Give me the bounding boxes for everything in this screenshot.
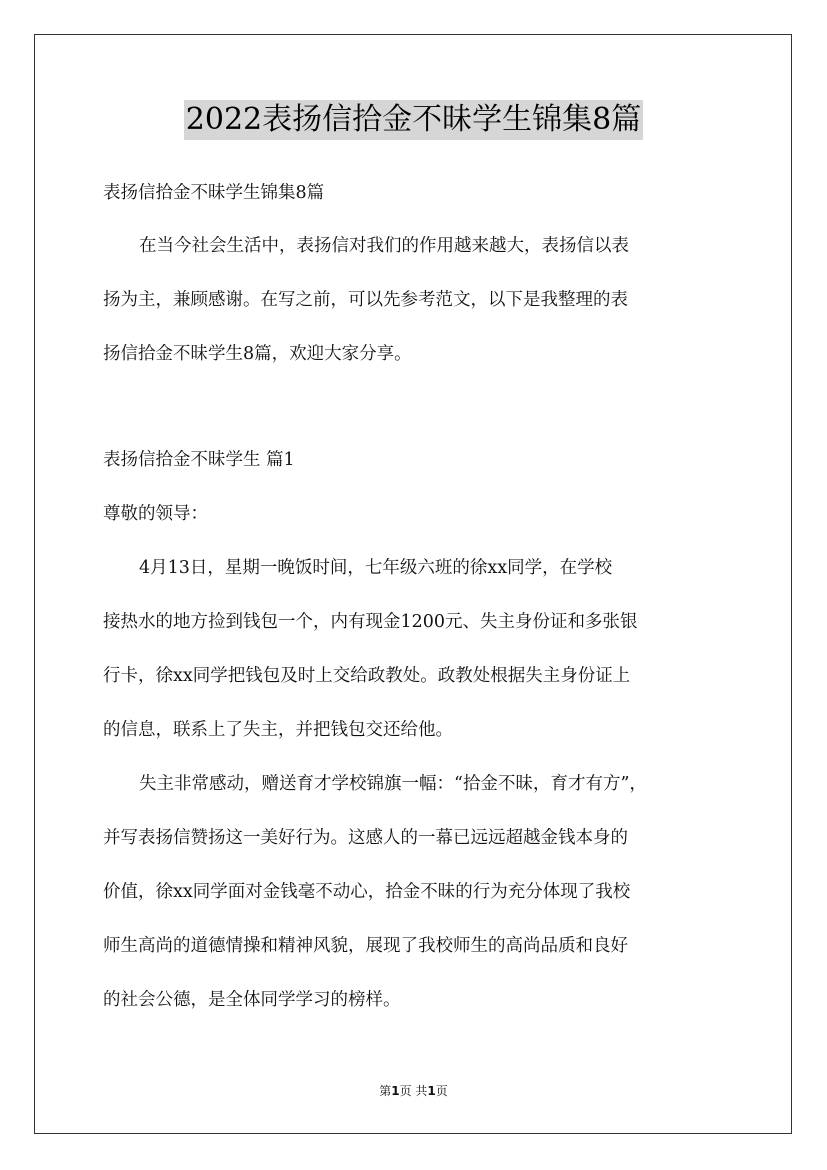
paragraph-line: 师生高尚的道德情操和精神风貌，展现了我校师生的高尚品质和良好 — [103, 936, 628, 956]
page-footer — [0, 1082, 827, 1100]
page-current: 1 — [391, 1084, 400, 1098]
document-title: 2022表扬信拾金不昧学生锦集8篇 — [184, 100, 643, 140]
intro-line: 在当今社会生活中，表扬信对我们的作用越来越大，表扬信以表 — [139, 236, 629, 256]
page-label-prefix: 第 — [379, 1084, 392, 1098]
salutation: 尊敬的领导： — [103, 504, 208, 524]
paragraph-line: 行卡，徐xx同学把钱包及时上交给政教处。政教处根据失主身份证上 — [103, 666, 631, 686]
section-heading: 表扬信拾金不昧学生 篇1 — [103, 450, 295, 470]
intro-line: 扬为主，兼顾感谢。在写之前，可以先参考范文，以下是我整理的表 — [103, 290, 628, 310]
page-label-mid: 页 共 — [399, 1084, 428, 1098]
document-subtitle: 表扬信拾金不昧学生锦集8篇 — [103, 183, 325, 203]
page-total: 1 — [427, 1084, 436, 1098]
title-wrap — [0, 100, 827, 140]
paragraph-line: 4月13日，星期一晚饭时间，七年级六班的徐xx同学，在学校 — [139, 558, 613, 578]
intro-line: 扬信拾金不昧学生8篇，欢迎大家分享。 — [103, 344, 412, 364]
paragraph-line: 接热水的地方捡到钱包一个，内有现金1200元、失主身份证和多张银 — [103, 612, 638, 632]
document-body — [103, 175, 728, 1027]
paragraph-line: 的社会公德，是全体同学学习的榜样。 — [103, 990, 401, 1010]
paragraph-line: 失主非常感动，赠送育才学校锦旗一幅：“拾金不昧，育才有方”， — [139, 774, 647, 794]
paragraph-line: 并写表扬信赞扬这一美好行为。这感人的一幕已远远超越金钱本身的 — [103, 828, 628, 848]
paragraph-line: 的信息，联系上了失主，并把钱包交还给他。 — [103, 720, 453, 740]
paragraph-line: 价值，徐xx同学面对金钱毫不动心，拾金不昧的行为充分体现了我校 — [103, 882, 631, 902]
page-label-suffix: 页 — [435, 1084, 448, 1098]
